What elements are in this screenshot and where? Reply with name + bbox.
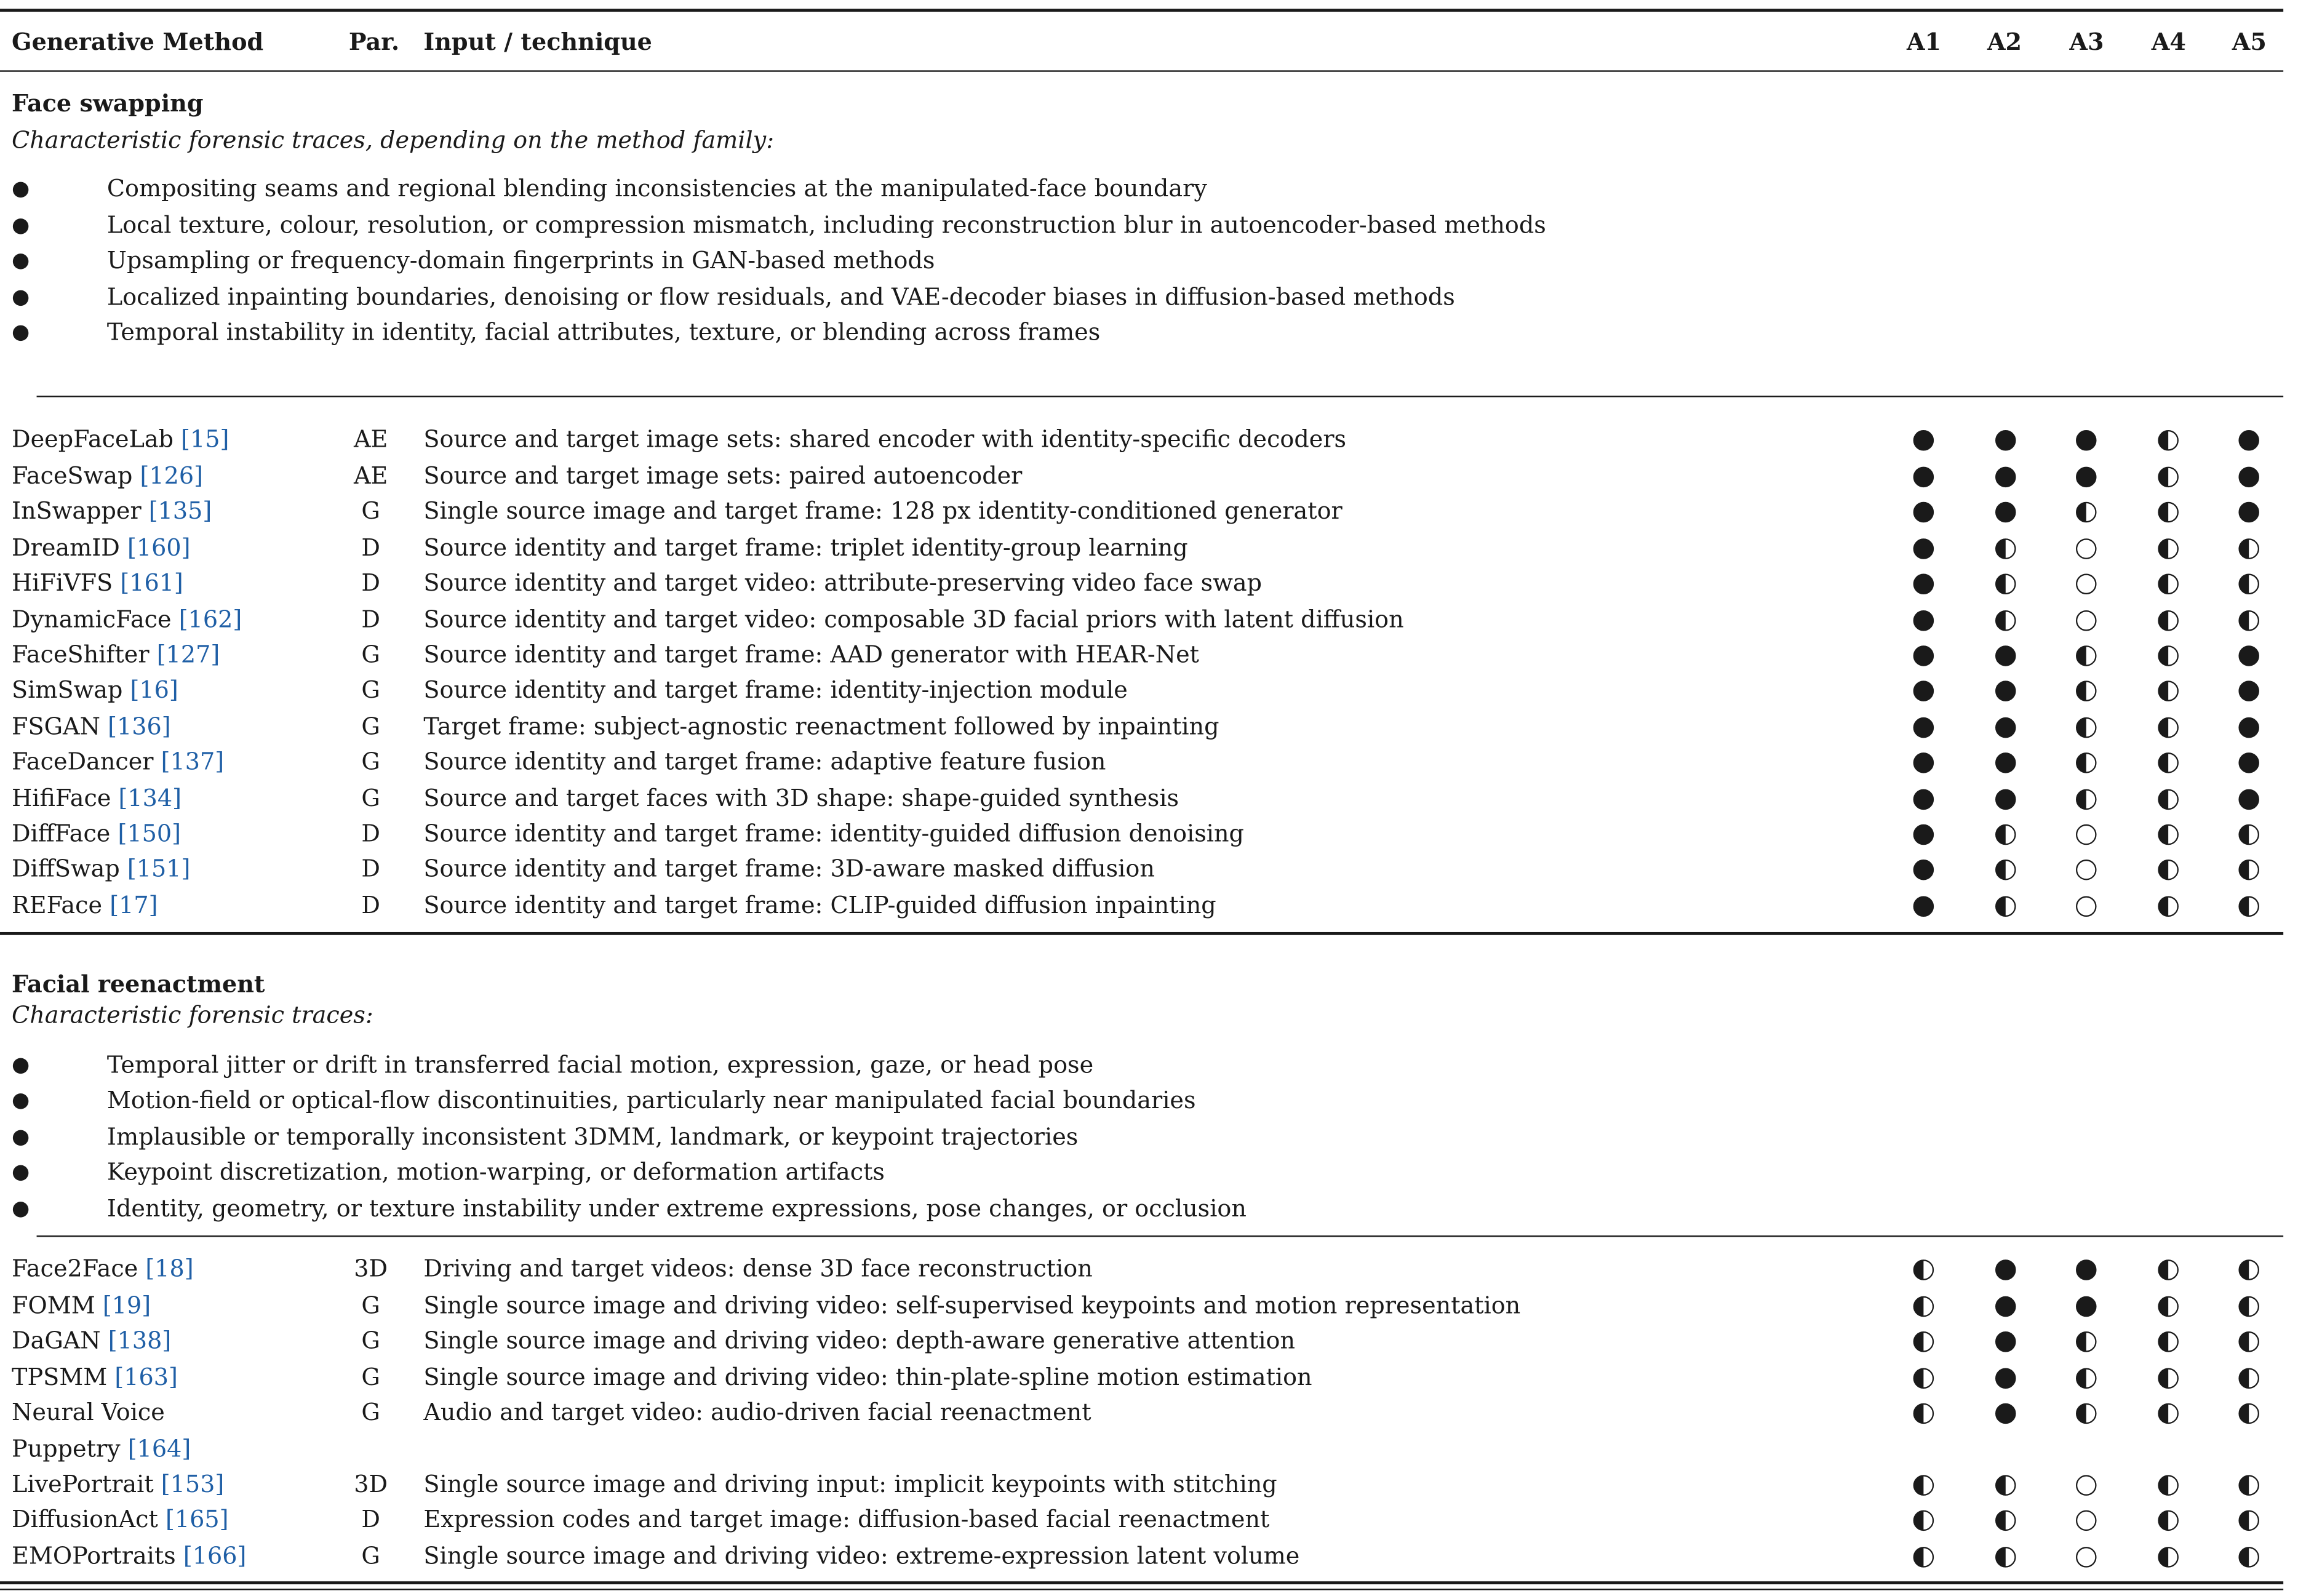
half-filled-circle-icon bbox=[2156, 645, 2179, 667]
paradigm: G bbox=[361, 1326, 380, 1354]
citation-link[interactable]: [17] bbox=[110, 891, 158, 919]
half-filled-circle-icon bbox=[2075, 789, 2097, 811]
bullet-item: Temporal instability in identity, facial attributes, texture, or blending across frames bbox=[106, 317, 1101, 346]
filled-circle-icon bbox=[1994, 680, 2016, 702]
input-technique: Driving and target videos: dense 3D face reconstruction bbox=[423, 1254, 1093, 1283]
filled-circle-icon bbox=[1912, 717, 1934, 739]
half-filled-circle-icon bbox=[2156, 466, 2179, 488]
input-technique: Source identity and target frame: AAD generator with HEAR-Net bbox=[423, 640, 1199, 669]
method-label: Puppetry bbox=[12, 1434, 121, 1463]
section-rule bbox=[37, 1235, 2284, 1237]
paradigm: G bbox=[361, 747, 380, 776]
half-filled-circle-icon bbox=[2075, 717, 2097, 739]
method-label: DiffFace bbox=[12, 819, 111, 847]
paradigm: G bbox=[361, 1291, 380, 1319]
paradigm: G bbox=[361, 712, 380, 740]
method-label: DiffusionAct bbox=[12, 1505, 158, 1533]
section-subtitle: Characteristic forensic traces: bbox=[12, 1000, 373, 1029]
method-name bbox=[12, 1398, 165, 1426]
input-technique: Single source image and driving input: implicit keypoints with stitching bbox=[423, 1470, 1277, 1498]
empty-circle-icon bbox=[2075, 1546, 2097, 1568]
filled-circle-icon bbox=[2237, 752, 2259, 774]
method-label: SimSwap bbox=[12, 676, 123, 704]
paradigm: D bbox=[361, 891, 380, 919]
citation-link[interactable]: [19] bbox=[102, 1291, 151, 1319]
method-label: DiffSwap bbox=[12, 854, 120, 882]
filled-circle-icon bbox=[2075, 1259, 2097, 1281]
bullet-marker: ● bbox=[12, 249, 30, 273]
input-technique: Source identity and target frame: adaptive feature fusion bbox=[423, 747, 1106, 776]
method-name bbox=[12, 748, 224, 775]
half-filled-circle-icon bbox=[1994, 1509, 2016, 1531]
method-label: Neural Voice bbox=[12, 1398, 165, 1426]
bullet-item: Localized inpainting boundaries, denoising or flow residuals, and VAE-decoder biases in diffusion-based methods bbox=[106, 282, 1455, 311]
paradigm: G bbox=[361, 640, 380, 669]
method-name bbox=[12, 1363, 178, 1391]
filled-circle-icon bbox=[1912, 429, 1934, 452]
bullet-marker: ● bbox=[12, 177, 30, 201]
bullet-item: Local texture, colour, resolution, or compression mismatch, including reconstruction blur in autoencoder-based methods bbox=[106, 211, 1546, 239]
input-technique: Single source image and driving video: self-supervised keypoints and motion representation bbox=[423, 1291, 1521, 1319]
half-filled-circle-icon bbox=[2156, 824, 2179, 846]
section-rule bbox=[0, 932, 2283, 935]
half-filled-circle-icon bbox=[2156, 752, 2179, 774]
method-label: HiFiVFS bbox=[12, 569, 113, 597]
method-name bbox=[12, 784, 182, 812]
half-filled-circle-icon bbox=[2237, 573, 2259, 595]
bullet-item: Upsampling or frequency-domain fingerprints in GAN-based methods bbox=[106, 246, 935, 274]
filled-circle-icon bbox=[2237, 680, 2259, 702]
half-filled-circle-icon bbox=[1994, 538, 2016, 560]
citation-link[interactable]: [136] bbox=[108, 712, 171, 740]
method-name bbox=[12, 425, 229, 453]
bullet-marker: ● bbox=[12, 1088, 30, 1112]
header-a3: A3 bbox=[2069, 28, 2104, 56]
header-a1: A1 bbox=[1906, 28, 1942, 56]
input-technique: Single source image and target frame: 128 px identity-conditioned generator bbox=[423, 497, 1342, 525]
input-technique: Single source image and driving video: extreme-expression latent volume bbox=[423, 1541, 1300, 1570]
input-technique: Source identity and target video: composable 3D facial priors with latent diffusion bbox=[423, 605, 1404, 634]
filled-circle-icon bbox=[1912, 501, 1934, 524]
paradigm: D bbox=[361, 854, 380, 882]
half-filled-circle-icon bbox=[2237, 1331, 2259, 1353]
citation-link[interactable]: [18] bbox=[145, 1254, 194, 1283]
input-technique: Single source image and driving video: depth-aware generative attention bbox=[423, 1326, 1296, 1354]
empty-circle-icon bbox=[2075, 573, 2097, 595]
filled-circle-icon bbox=[1912, 538, 1934, 560]
half-filled-circle-icon bbox=[2156, 538, 2179, 560]
half-filled-circle-icon bbox=[2237, 1509, 2259, 1531]
method-name bbox=[12, 640, 220, 668]
bullet-marker: ● bbox=[12, 1125, 30, 1149]
paradigm: 3D bbox=[354, 1470, 388, 1498]
method-name bbox=[12, 605, 242, 633]
header-input: Input / technique bbox=[423, 28, 652, 56]
paradigm: D bbox=[361, 1505, 380, 1533]
paradigm: D bbox=[361, 569, 380, 597]
method-label: FOMM bbox=[12, 1291, 95, 1319]
bullet-item: Compositing seams and regional blending inconsistencies at the manipulated-face boundary bbox=[106, 174, 1207, 202]
half-filled-circle-icon bbox=[2156, 1403, 2179, 1425]
method-label: DynamicFace bbox=[12, 605, 172, 634]
half-filled-circle-icon bbox=[2156, 680, 2179, 702]
filled-circle-icon bbox=[1994, 466, 2016, 488]
citation-link[interactable]: [165] bbox=[165, 1505, 229, 1533]
method-label: TPSMM bbox=[12, 1363, 108, 1391]
half-filled-circle-icon bbox=[2156, 859, 2179, 881]
filled-circle-icon bbox=[1994, 789, 2016, 811]
half-filled-circle-icon bbox=[2075, 1331, 2097, 1353]
input-technique: Source identity and target frame: identity-guided diffusion denoising bbox=[423, 819, 1244, 847]
half-filled-circle-icon bbox=[2237, 859, 2259, 881]
filled-circle-icon bbox=[1994, 1403, 2016, 1425]
half-filled-circle-icon bbox=[2237, 1367, 2259, 1389]
filled-circle-icon bbox=[1912, 895, 1934, 917]
paradigm: G bbox=[361, 1398, 380, 1426]
input-technique: Source and target image sets: paired autoencoder bbox=[423, 461, 1023, 490]
citation-link[interactable]: [135] bbox=[148, 497, 212, 525]
half-filled-circle-icon bbox=[1912, 1509, 1934, 1531]
method-label: FaceShifter bbox=[12, 640, 150, 669]
citation-link[interactable]: [166] bbox=[183, 1541, 247, 1570]
method-label: FaceDancer bbox=[12, 747, 154, 776]
citation-link[interactable]: [127] bbox=[156, 640, 220, 669]
paradigm: AE bbox=[353, 461, 388, 490]
half-filled-circle-icon bbox=[2156, 789, 2179, 811]
filled-circle-icon bbox=[1994, 1331, 2016, 1353]
citation-link[interactable]: [134] bbox=[118, 784, 182, 812]
citation-link[interactable]: [151] bbox=[127, 854, 191, 882]
citation-link[interactable]: [16] bbox=[130, 676, 178, 704]
half-filled-circle-icon bbox=[1994, 1546, 2016, 1568]
half-filled-circle-icon bbox=[2237, 538, 2259, 560]
filled-circle-icon bbox=[1912, 859, 1934, 881]
half-filled-circle-icon bbox=[1994, 895, 2016, 917]
half-filled-circle-icon bbox=[1912, 1546, 1934, 1568]
input-technique: Source identity and target frame: identity-injection module bbox=[423, 676, 1128, 704]
method-name bbox=[12, 1327, 171, 1354]
bullet-marker: ● bbox=[12, 285, 30, 309]
filled-circle-icon bbox=[2237, 429, 2259, 452]
empty-circle-icon bbox=[2075, 610, 2097, 632]
filled-circle-icon bbox=[2237, 717, 2259, 739]
half-filled-circle-icon bbox=[1994, 859, 2016, 881]
input-technique: Source and target faces with 3D shape: shape-guided synthesis bbox=[423, 784, 1179, 812]
half-filled-circle-icon bbox=[2156, 895, 2179, 917]
empty-circle-icon bbox=[2075, 859, 2097, 881]
section-subtitle: Characteristic forensic traces, depending on the method family: bbox=[12, 126, 775, 154]
method-name bbox=[12, 461, 203, 489]
half-filled-circle-icon bbox=[2156, 1474, 2179, 1496]
half-filled-circle-icon bbox=[2156, 1509, 2179, 1531]
citation-link[interactable]: [160] bbox=[127, 533, 191, 562]
half-filled-circle-icon bbox=[2075, 1403, 2097, 1425]
paradigm: D bbox=[361, 533, 380, 562]
method-name bbox=[12, 1470, 224, 1498]
filled-circle-icon bbox=[1912, 680, 1934, 702]
filled-circle-icon bbox=[2075, 466, 2097, 488]
bottom-rule bbox=[0, 1581, 2283, 1584]
filled-circle-icon bbox=[1912, 824, 1934, 846]
empty-circle-icon bbox=[2075, 1474, 2097, 1496]
top-rule bbox=[0, 9, 2283, 12]
half-filled-circle-icon bbox=[2237, 1403, 2259, 1425]
filled-circle-icon bbox=[2075, 429, 2097, 452]
half-filled-circle-icon bbox=[2075, 680, 2097, 702]
bullet-marker: ● bbox=[12, 213, 30, 237]
half-filled-circle-icon bbox=[1912, 1367, 1934, 1389]
half-filled-circle-icon bbox=[1994, 1474, 2016, 1496]
method-name bbox=[12, 569, 183, 596]
paradigm: G bbox=[361, 676, 380, 704]
citation-link[interactable]: [126] bbox=[140, 461, 204, 490]
filled-circle-icon bbox=[1994, 1259, 2016, 1281]
half-filled-circle-icon bbox=[2075, 752, 2097, 774]
filled-circle-icon bbox=[1994, 1296, 2016, 1318]
header-par: Par. bbox=[348, 28, 400, 56]
empty-circle-icon bbox=[2075, 1509, 2097, 1531]
half-filled-circle-icon bbox=[2237, 1546, 2259, 1568]
half-filled-circle-icon bbox=[1994, 610, 2016, 632]
empty-circle-icon bbox=[2075, 895, 2097, 917]
half-filled-circle-icon bbox=[2156, 501, 2179, 524]
paradigm: G bbox=[361, 497, 380, 525]
paradigm: G bbox=[361, 784, 380, 812]
bullet-item: Keypoint discretization, motion-warping, or deformation artifacts bbox=[106, 1157, 885, 1186]
bullet-marker: ● bbox=[12, 1053, 30, 1077]
bottom-rule-double bbox=[0, 1589, 2283, 1590]
half-filled-circle-icon bbox=[2237, 610, 2259, 632]
citation-link[interactable]: [150] bbox=[118, 819, 181, 847]
method-label: InSwapper bbox=[12, 497, 142, 525]
half-filled-circle-icon bbox=[1912, 1296, 1934, 1318]
method-name bbox=[12, 820, 181, 847]
half-filled-circle-icon bbox=[2156, 573, 2179, 595]
method-label: FSGAN bbox=[12, 712, 100, 740]
half-filled-circle-icon bbox=[1912, 1331, 1934, 1353]
method-name bbox=[12, 855, 190, 882]
citation-link[interactable]: [161] bbox=[120, 569, 183, 597]
method-label: Face2Face bbox=[12, 1254, 138, 1283]
filled-circle-icon bbox=[1994, 752, 2016, 774]
method-label: EMOPortraits bbox=[12, 1541, 176, 1570]
bullet-item: Identity, geometry, or texture instability under extreme expressions, pose changes, or occlusion bbox=[106, 1194, 1247, 1223]
header-a4: A4 bbox=[2151, 28, 2186, 56]
method-name-continued bbox=[12, 1435, 191, 1462]
citation-link[interactable]: [137] bbox=[161, 747, 225, 776]
input-technique: Source identity and target frame: 3D-aware masked diffusion bbox=[423, 854, 1155, 882]
half-filled-circle-icon bbox=[1994, 573, 2016, 595]
header-rule bbox=[0, 70, 2283, 71]
half-filled-circle-icon bbox=[2156, 1367, 2179, 1389]
filled-circle-icon bbox=[2237, 645, 2259, 667]
filled-circle-icon bbox=[1994, 1367, 2016, 1389]
bullet-item: Motion-field or optical-flow discontinuities, particularly near manipulated facial boundaries bbox=[106, 1086, 1196, 1114]
method-label: DeepFaceLab bbox=[12, 425, 174, 453]
paradigm: AE bbox=[353, 425, 388, 453]
half-filled-circle-icon bbox=[2156, 1259, 2179, 1281]
citation-link[interactable]: [162] bbox=[178, 605, 242, 634]
section-title: Face swapping bbox=[12, 89, 204, 118]
filled-circle-icon bbox=[1912, 645, 1934, 667]
half-filled-circle-icon bbox=[2156, 1296, 2179, 1318]
input-technique: Source identity and target video: attribute-preserving video face swap bbox=[423, 569, 1262, 597]
input-technique: Single source image and driving video: thin-plate-spline motion estimation bbox=[423, 1363, 1312, 1391]
filled-circle-icon bbox=[2237, 466, 2259, 488]
paradigm: 3D bbox=[354, 1254, 388, 1283]
header-a2: A2 bbox=[1987, 28, 2022, 56]
half-filled-circle-icon bbox=[2156, 717, 2179, 739]
half-filled-circle-icon bbox=[1994, 824, 2016, 846]
half-filled-circle-icon bbox=[2237, 1474, 2259, 1496]
half-filled-circle-icon bbox=[1912, 1403, 1934, 1425]
citation-link[interactable]: [163] bbox=[114, 1363, 178, 1391]
filled-circle-icon bbox=[1912, 573, 1934, 595]
method-name bbox=[12, 1505, 228, 1533]
method-label: HifiFace bbox=[12, 784, 111, 812]
method-label: DaGAN bbox=[12, 1326, 101, 1354]
paradigm: D bbox=[361, 605, 380, 634]
empty-circle-icon bbox=[2075, 824, 2097, 846]
header-method: Generative Method bbox=[12, 28, 264, 56]
half-filled-circle-icon bbox=[2156, 1546, 2179, 1568]
method-name bbox=[12, 497, 212, 524]
filled-circle-icon bbox=[1994, 717, 2016, 739]
filled-circle-icon bbox=[2237, 789, 2259, 811]
method-name bbox=[12, 712, 171, 740]
half-filled-circle-icon bbox=[2075, 645, 2097, 667]
bullet-marker: ● bbox=[12, 1197, 30, 1221]
empty-circle-icon bbox=[2075, 538, 2097, 560]
input-technique: Expression codes and target image: diffusion-based facial reenactment bbox=[423, 1505, 1270, 1533]
filled-circle-icon bbox=[2075, 1296, 2097, 1318]
header-a5: A5 bbox=[2232, 28, 2267, 56]
half-filled-circle-icon bbox=[1912, 1474, 1934, 1496]
half-filled-circle-icon bbox=[2237, 895, 2259, 917]
section-rule bbox=[37, 396, 2284, 397]
method-name bbox=[12, 1255, 194, 1282]
input-technique: Source and target image sets: shared encoder with identity-specific decoders bbox=[423, 425, 1347, 453]
half-filled-circle-icon bbox=[2156, 1331, 2179, 1353]
filled-circle-icon bbox=[1912, 610, 1934, 632]
method-name bbox=[12, 533, 190, 561]
section-title: Facial reenactment bbox=[12, 970, 265, 999]
input-technique: Target frame: subject-agnostic reenactment followed by inpainting bbox=[423, 712, 1219, 740]
bullet-marker: ● bbox=[12, 321, 30, 345]
method-label: FaceSwap bbox=[12, 461, 133, 490]
citation-link[interactable]: [138] bbox=[108, 1326, 172, 1354]
method-name bbox=[12, 891, 158, 919]
half-filled-circle-icon bbox=[2156, 429, 2179, 452]
paradigm: D bbox=[361, 819, 380, 847]
filled-circle-icon bbox=[1994, 501, 2016, 524]
filled-circle-icon bbox=[1912, 752, 1934, 774]
citation-link[interactable]: [164] bbox=[127, 1434, 191, 1463]
method-name bbox=[12, 1291, 151, 1319]
paradigm: G bbox=[361, 1363, 380, 1391]
bullet-marker: ● bbox=[12, 1160, 30, 1184]
method-label: REFace bbox=[12, 891, 103, 919]
half-filled-circle-icon bbox=[2237, 1296, 2259, 1318]
filled-circle-icon bbox=[2237, 501, 2259, 524]
bullet-item: Temporal jitter or drift in transferred facial motion, expression, gaze, or head pose bbox=[106, 1050, 1094, 1079]
method-name bbox=[12, 1542, 246, 1570]
half-filled-circle-icon bbox=[1912, 1259, 1934, 1281]
half-filled-circle-icon bbox=[2237, 824, 2259, 846]
half-filled-circle-icon bbox=[2075, 1367, 2097, 1389]
filled-circle-icon bbox=[1994, 429, 2016, 452]
filled-circle-icon bbox=[1994, 645, 2016, 667]
method-label: LivePortrait bbox=[12, 1470, 154, 1498]
bullet-item: Implausible or temporally inconsistent 3DMM, landmark, or keypoint trajectories bbox=[106, 1122, 1079, 1151]
filled-circle-icon bbox=[1912, 789, 1934, 811]
input-technique: Source identity and target frame: CLIP-guided diffusion inpainting bbox=[423, 891, 1216, 919]
citation-link[interactable]: [15] bbox=[181, 425, 229, 453]
citation-link[interactable]: [153] bbox=[161, 1470, 225, 1498]
half-filled-circle-icon bbox=[2075, 501, 2097, 524]
half-filled-circle-icon bbox=[2156, 610, 2179, 632]
method-name bbox=[12, 676, 178, 703]
half-filled-circle-icon bbox=[2237, 1259, 2259, 1281]
filled-circle-icon bbox=[1912, 466, 1934, 488]
paradigm: G bbox=[361, 1541, 380, 1570]
input-technique: Audio and target video: audio-driven facial reenactment bbox=[423, 1398, 1091, 1426]
input-technique: Source identity and target frame: triplet identity-group learning bbox=[423, 533, 1188, 562]
method-label: DreamID bbox=[12, 533, 120, 562]
